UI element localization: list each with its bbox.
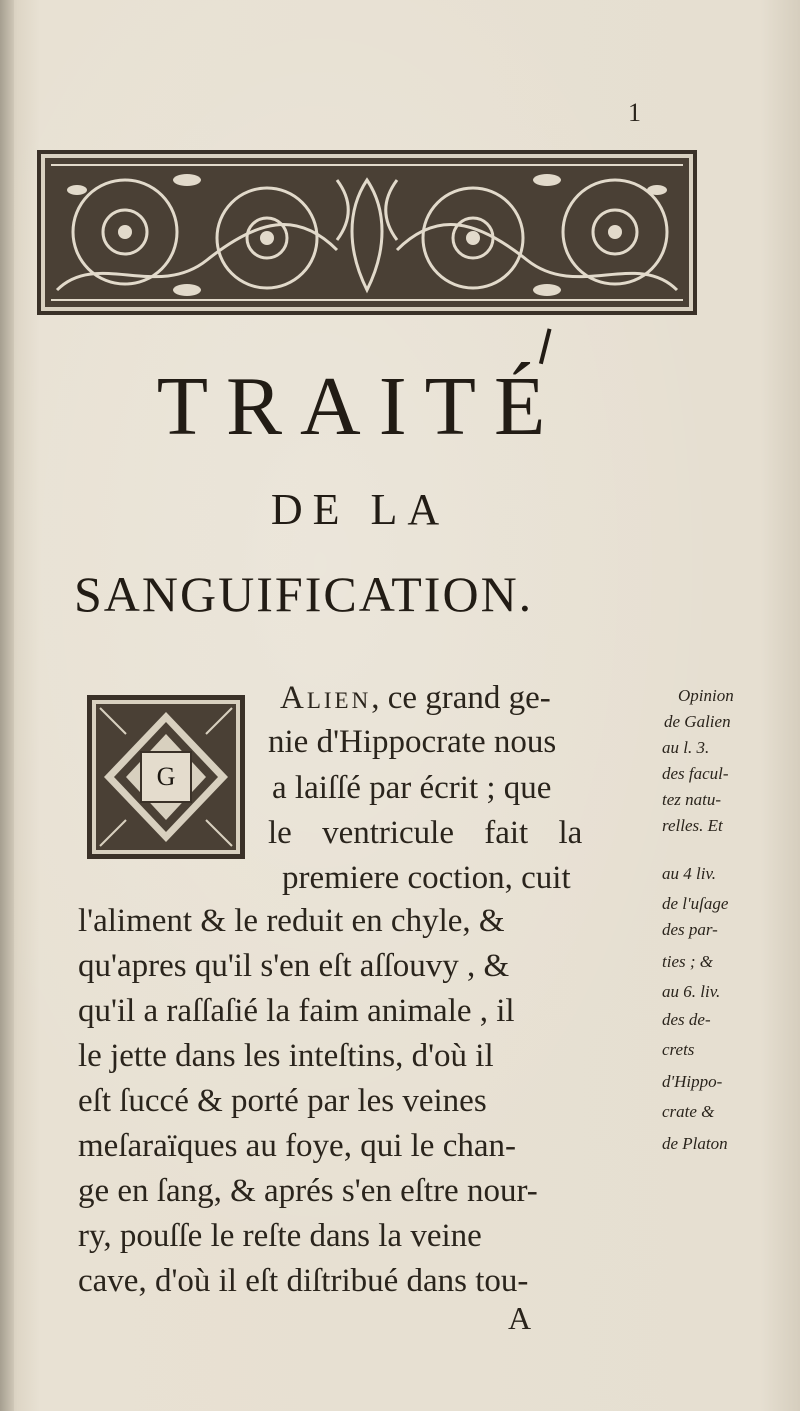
page-number: 1	[628, 98, 641, 127]
signature-mark: A	[508, 1300, 532, 1336]
body-line-6: l'aliment & le reduit en chyle, &	[78, 903, 505, 939]
margin-note: tez natu-	[662, 790, 722, 809]
ornamental-headpiece	[37, 150, 697, 315]
margin-note: crate &	[662, 1102, 715, 1121]
body-line-12: ge en ſang, & aprés s'en eſtre nour-	[78, 1173, 538, 1209]
decorated-initial	[86, 694, 246, 860]
title-main: TRAITÉ	[156, 360, 564, 453]
margin-note: relles. Et	[662, 816, 723, 835]
margin-note: ties ; &	[662, 952, 713, 971]
margin-note: d'Hippo-	[662, 1072, 723, 1091]
title-subtitle: DE LA	[270, 485, 450, 534]
margin-note: de l'uſage	[662, 894, 729, 913]
margin-note: de Galien	[664, 712, 731, 731]
body-line-11: meſaraïques au foye, qui le chan-	[78, 1128, 516, 1164]
body-line-7: qu'apres qu'il s'en eſt aſſouvy , &	[78, 948, 510, 984]
body-line-3: a laiſſé par écrit ; que	[272, 770, 552, 806]
margin-note: des de-	[662, 1010, 711, 1029]
margin-note: au 4 liv.	[662, 864, 716, 883]
margin-note: Opinion	[678, 686, 734, 705]
body-line-1	[280, 680, 551, 717]
body-line-text: , ce grand ge-	[371, 680, 551, 716]
margin-note: crets	[662, 1040, 695, 1059]
body-line-2: nie d'Hippocrate nous	[268, 724, 557, 760]
margin-note: des par-	[662, 920, 718, 939]
margin-note: au l. 3.	[662, 738, 710, 757]
title-subject: SANGUIFICATION.	[74, 566, 534, 622]
body-line-13: ry, pouſſe le reſte dans la veine	[78, 1218, 482, 1254]
margin-note: de Platon	[662, 1134, 728, 1153]
body-line-5: premiere coction, cuit	[282, 860, 571, 896]
body-line-9: le jette dans les inteſtins, d'où il	[78, 1038, 494, 1074]
body-line-10: eſt ſuccé & porté par les veines	[78, 1083, 487, 1119]
body-line-8: qu'il a raſſaſié la faim animale , il	[78, 993, 515, 1029]
margin-note: des facul-	[662, 764, 729, 783]
page-gutter	[0, 0, 14, 1411]
margin-note: au 6. liv.	[662, 982, 721, 1001]
body-line-14: cave, d'où il eſt diſtribué dans tou-	[78, 1263, 529, 1299]
body-line-4: le ventricule fait la	[268, 815, 583, 851]
body-opening-word: Alien	[280, 680, 372, 716]
initial-letter: G	[156, 762, 176, 791]
